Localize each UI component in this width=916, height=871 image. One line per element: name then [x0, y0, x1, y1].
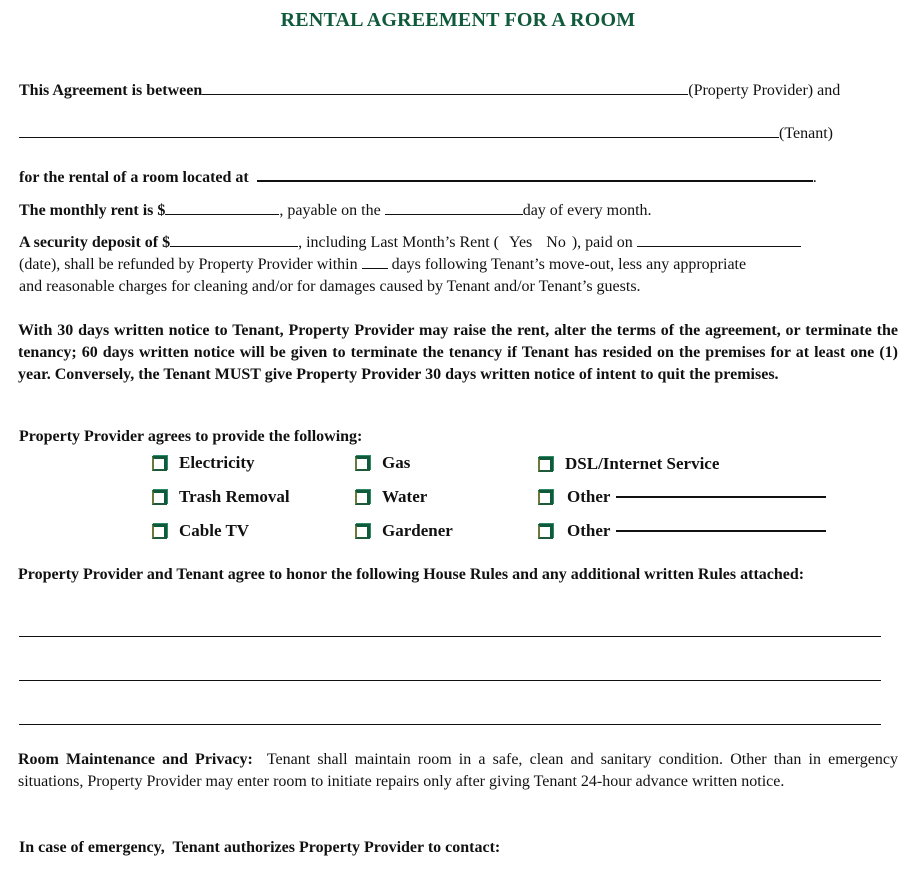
rent-line: [19, 202, 652, 220]
utility-label: Other: [567, 521, 611, 540]
other-utility-field-1[interactable]: [616, 496, 826, 498]
utility-label: Other: [567, 487, 611, 506]
deposit-refund-text: (date), shall be refunded by Property Provider within: [19, 256, 358, 273]
maintenance-body: Tenant shall maintain room in a safe, clean and sanitary condition. Other than in emergency situations, Property Provider may enter room to initiate repairs only after giving Tenant 24-hour advance written notice.: [18, 751, 898, 790]
rent-amount-field[interactable]: [165, 213, 279, 215]
other-utility-field-2[interactable]: [616, 530, 826, 532]
deposit-line-3: and reasonable charges for cleaning and/or for damages caused by Tenant and/or Tenant’s guests.: [19, 278, 641, 295]
checkbox-icon[interactable]: [355, 490, 370, 505]
agreement-between-label: This Agreement is between: [19, 82, 203, 99]
utilities-heading: Property Provider agrees to provide the following:: [19, 428, 363, 445]
agreement-between-line: [19, 82, 840, 100]
checkbox-icon[interactable]: [152, 456, 167, 471]
utility-label: Electricity: [179, 453, 255, 472]
notice-paragraph: With 30 days written notice to Tenant, Property Provider may raise the rent, alter the terms of the agreement, or terminate the tenancy; 60 days written notice will be given to terminate the tenancy if Tenant has resided on the premises for at least one (1) year. Conversely, the Tenant MUST give Property Provider 30 days written notice of intent to quit the premises.: [18, 322, 898, 383]
deposit-date-field[interactable]: [637, 245, 801, 247]
house-rules-line-3[interactable]: [19, 724, 881, 725]
rent-label: The monthly rent is $: [19, 202, 166, 219]
location-label: for the rental of a room located at: [19, 169, 249, 186]
utility-label: Trash Removal: [179, 487, 290, 506]
utility-gas[interactable]: [355, 451, 410, 475]
location-period: .: [812, 169, 817, 186]
house-rules-line-1[interactable]: [19, 636, 881, 637]
utility-electricity[interactable]: [152, 451, 255, 475]
deposit-no-option[interactable]: No: [546, 234, 566, 251]
maintenance-heading: Room Maintenance and Privacy:: [18, 751, 253, 768]
deposit-label: A security deposit of $: [19, 234, 171, 251]
checkbox-icon[interactable]: [538, 524, 553, 539]
utility-label: Gardener: [382, 521, 453, 540]
maintenance-paragraph: [18, 749, 898, 793]
checkbox-icon[interactable]: [152, 524, 167, 539]
utility-water[interactable]: [355, 485, 427, 509]
house-rules-line-2[interactable]: [19, 680, 881, 681]
checkbox-icon[interactable]: [538, 457, 553, 472]
deposit-line-2: [19, 256, 746, 274]
deposit-amount-field[interactable]: [170, 245, 298, 247]
checkbox-icon[interactable]: [538, 490, 553, 505]
emergency-contact-heading: In case of emergency, Tenant authorizes Property Provider to contact:: [19, 839, 501, 856]
house-rules-heading: Property Provider and Tenant agree to honor the following House Rules and any additional written Rules attached:: [18, 566, 805, 583]
checkbox-icon[interactable]: [152, 490, 167, 505]
utility-label: Gas: [382, 453, 411, 472]
property-provider-name-field[interactable]: [202, 93, 688, 95]
location-line: [19, 169, 817, 187]
document-title: RENTAL AGREEMENT FOR A ROOM: [280, 9, 636, 31]
deposit-last-month-text: , including Last Month’s Rent (: [298, 234, 499, 251]
utility-trash-removal[interactable]: [152, 485, 290, 509]
room-address-field[interactable]: [257, 179, 813, 182]
tenant-line: [19, 125, 833, 143]
rent-day-suffix: day of every month.: [522, 202, 652, 219]
tenant-suffix: (Tenant): [779, 125, 833, 142]
rent-payable-text: , payable on the: [279, 202, 381, 219]
utility-other-2[interactable]: [538, 519, 826, 543]
utility-other-1[interactable]: [538, 485, 826, 509]
deposit-line-1: [19, 234, 801, 252]
tenant-name-field[interactable]: [19, 136, 779, 138]
utility-gardener[interactable]: [355, 519, 453, 543]
property-provider-suffix: (Property Provider) and: [688, 82, 841, 99]
utility-dsl-internet[interactable]: [538, 452, 719, 476]
deposit-yes-option[interactable]: Yes: [508, 234, 533, 251]
deposit-refund-text-2: days following Tenant’s move-out, less any appropriate: [391, 256, 747, 273]
rent-day-field[interactable]: [385, 213, 523, 215]
utility-label: Cable TV: [179, 521, 250, 540]
deposit-paid-on-text: ), paid on: [571, 234, 633, 251]
checkbox-icon[interactable]: [355, 456, 370, 471]
utility-cable-tv[interactable]: [152, 519, 249, 543]
utility-label: Water: [382, 487, 428, 506]
refund-days-field[interactable]: [362, 267, 388, 269]
utility-label: DSL/Internet Service: [565, 454, 720, 473]
checkbox-icon[interactable]: [355, 524, 370, 539]
